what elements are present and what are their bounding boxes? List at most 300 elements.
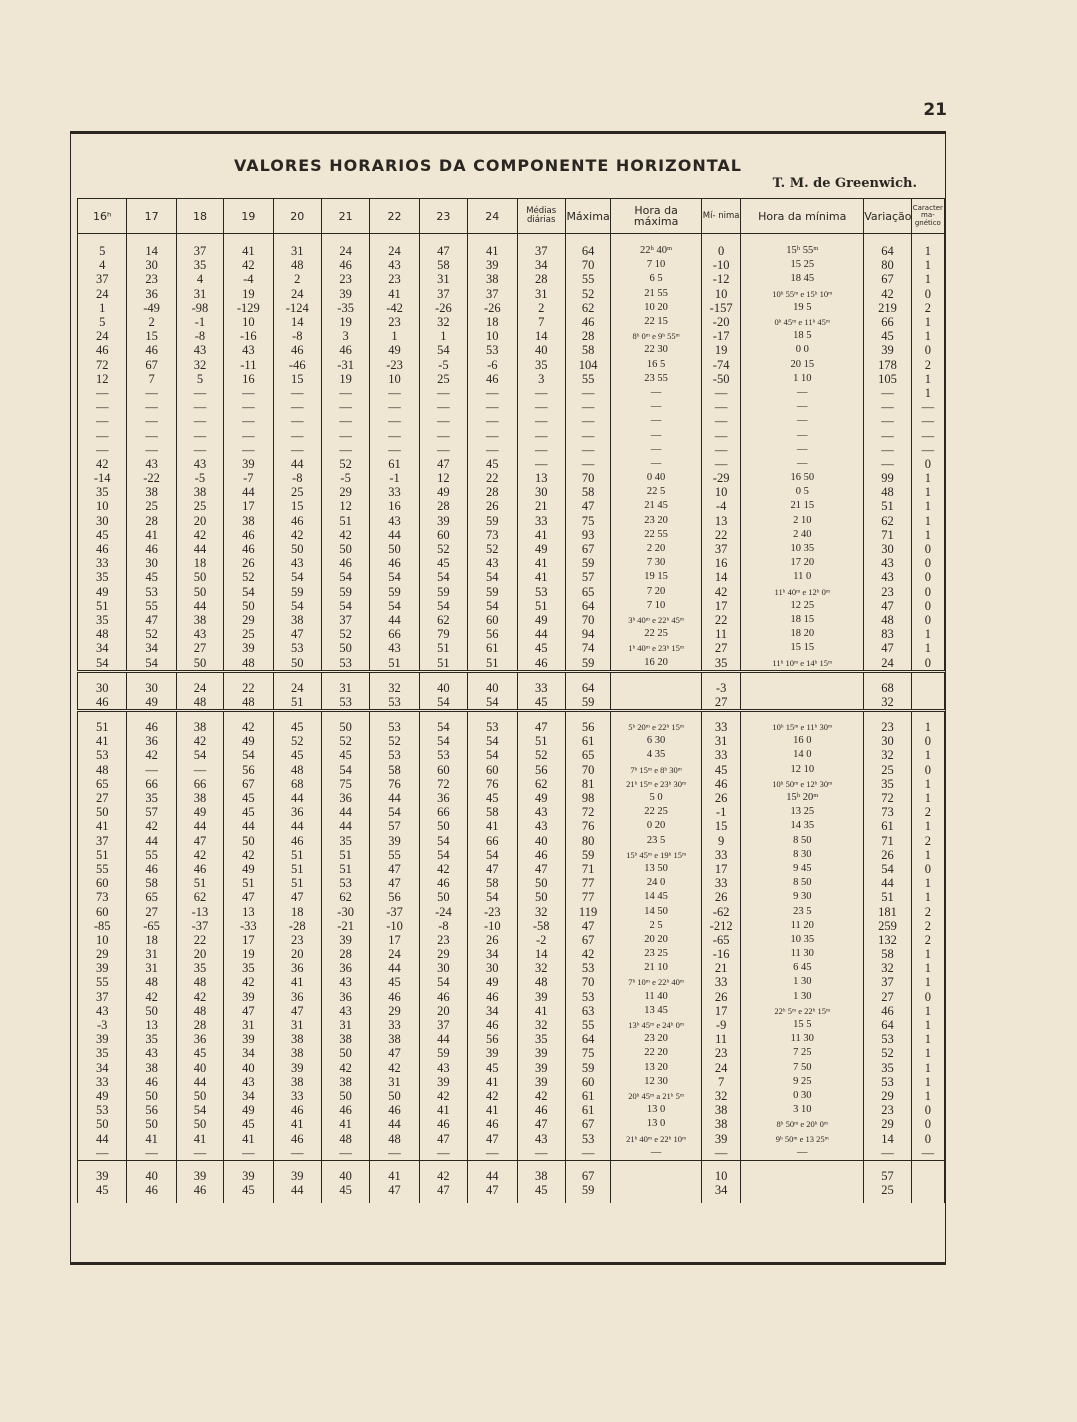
table-row	[78, 329, 945, 343]
table-cell: 18	[273, 904, 321, 918]
table-cell: 73	[468, 528, 517, 542]
table-cell: 54	[468, 570, 517, 584]
table-cell: 2	[517, 301, 565, 315]
table-cell: 41	[224, 1131, 273, 1145]
table-cell: —	[78, 386, 127, 400]
summary-row	[78, 1183, 945, 1197]
table-cell: 59	[565, 848, 610, 862]
table-cell: 39	[701, 1131, 740, 1145]
table-cell: 28	[321, 947, 369, 961]
table-cell: 55	[370, 848, 419, 862]
table-cell: 67	[565, 933, 610, 947]
table-cell: 15ʰ 45ᵐ e 19ʰ 15ᵐ	[611, 848, 702, 862]
table-cell: —	[127, 386, 176, 400]
table-cell: 22	[468, 471, 517, 485]
table-cell: —	[611, 386, 702, 400]
table-cell: 15 15	[741, 641, 864, 655]
table-cell: 54	[419, 599, 467, 613]
table-cell: 18 20	[741, 627, 864, 641]
table-cell: 83	[864, 627, 911, 641]
table-cell: 47	[176, 834, 223, 848]
table-cell: 34	[78, 1061, 127, 1075]
table-cell: 0	[911, 457, 944, 471]
table-cell: 40	[224, 1061, 273, 1075]
table-cell: 41	[273, 1117, 321, 1131]
table-cell: 56	[468, 1032, 517, 1046]
table-cell: 56	[224, 763, 273, 777]
table-cell	[611, 1169, 702, 1183]
table-cell: -1	[370, 471, 419, 485]
table-cell: 28	[468, 485, 517, 499]
table-cell: 37	[468, 287, 517, 301]
table-cell: 7 20	[611, 585, 702, 599]
table-cell: -37	[370, 904, 419, 918]
table-cell: 39	[517, 1061, 565, 1075]
table-cell: 61	[565, 1103, 610, 1117]
table-cell: 20 20	[611, 933, 702, 947]
table-cell: 66	[419, 805, 467, 819]
column-header: Máxima	[565, 199, 610, 234]
table-cell: —	[273, 443, 321, 457]
table-cell: 71	[565, 862, 610, 876]
table-cell: 42	[176, 528, 223, 542]
table-row	[78, 258, 945, 272]
table-cell: -13	[176, 904, 223, 918]
table-cell: 14	[127, 244, 176, 258]
table-cell: 41	[370, 1169, 419, 1183]
table-cell: 0ʰ 45ᵐ e 11ʰ 45ᵐ	[741, 315, 864, 329]
table-cell: 46	[273, 1131, 321, 1145]
table-cell: 9 45	[741, 862, 864, 876]
table-cell: 5	[78, 244, 127, 258]
table-cell: —	[911, 414, 944, 428]
empty-cell	[224, 711, 273, 721]
empty-cell	[78, 1160, 127, 1169]
table-cell: 54	[321, 599, 369, 613]
table-cell: 39	[864, 343, 911, 357]
table-cell: 42	[419, 862, 467, 876]
title-block	[71, 134, 945, 198]
table-cell: 31	[321, 1018, 369, 1032]
table-cell: 66	[864, 315, 911, 329]
table-cell: 61	[565, 1089, 610, 1103]
table-cell: -26	[419, 301, 467, 315]
table-cell: 34	[468, 1004, 517, 1018]
empty-cell	[565, 711, 610, 721]
table-cell	[611, 681, 702, 695]
table-cell: 53	[370, 695, 419, 711]
hourly-values-table	[77, 198, 945, 1203]
table-cell: 44	[864, 876, 911, 890]
empty-cell	[911, 671, 944, 681]
table-cell: 44	[224, 485, 273, 499]
table-cell: 10 35	[741, 933, 864, 947]
table-cell: 0	[911, 570, 944, 584]
table-cell: -212	[701, 919, 740, 933]
table-cell: 1 10	[741, 372, 864, 386]
table-cell	[911, 1183, 944, 1197]
table-cell: 31	[419, 272, 467, 286]
table-cell: 39	[419, 1075, 467, 1089]
table-cell: 81	[565, 777, 610, 791]
table-cell: 55	[565, 372, 610, 386]
table-cell: 10	[224, 315, 273, 329]
table-cell: 42	[864, 287, 911, 301]
table-row	[78, 613, 945, 627]
table-cell: 60	[468, 613, 517, 627]
table-cell: 7 25	[741, 1046, 864, 1060]
table-cell: 30	[127, 556, 176, 570]
table-cell: 35	[78, 613, 127, 627]
table-cell: 15	[701, 819, 740, 833]
table-cell: —	[321, 428, 369, 442]
empty-cell	[741, 711, 864, 721]
table-cell: 94	[565, 627, 610, 641]
table-cell: 1	[911, 876, 944, 890]
table-cell: 45	[176, 1046, 223, 1060]
table-cell: 42	[701, 585, 740, 599]
table-cell: 51	[517, 734, 565, 748]
table-cell: 46	[468, 990, 517, 1004]
table-cell: 47	[864, 641, 911, 655]
table-cell: 58	[127, 876, 176, 890]
table-cell: 24	[273, 681, 321, 695]
table-cell: —	[224, 443, 273, 457]
table-cell: 50	[176, 585, 223, 599]
table-cell: 48	[864, 485, 911, 499]
table-cell: 12 10	[741, 763, 864, 777]
table-cell: 52	[419, 542, 467, 556]
table-cell: 1	[911, 386, 944, 400]
table-cell: —	[864, 457, 911, 471]
table-cell: 59	[273, 585, 321, 599]
table-cell: 46	[517, 848, 565, 862]
table-cell: 64	[864, 244, 911, 258]
table-cell: -6	[468, 358, 517, 372]
table-cell: 181	[864, 904, 911, 918]
table-cell: 1	[911, 641, 944, 655]
table-cell: 11 40	[611, 990, 702, 1004]
table-cell: 10 20	[611, 301, 702, 315]
table-cell: 26	[701, 890, 740, 904]
table-cell: 43	[370, 641, 419, 655]
empty-cell	[370, 1197, 419, 1203]
table-cell: —	[176, 414, 223, 428]
table-cell: 33	[273, 1089, 321, 1103]
table-cell: 39	[224, 1032, 273, 1046]
table-cell: —	[864, 414, 911, 428]
table-cell: 31	[127, 961, 176, 975]
empty-cell	[273, 711, 321, 721]
table-cell: 66	[370, 627, 419, 641]
table-cell: 46	[565, 315, 610, 329]
table-cell: 10ʰ 15ᵐ e 11ʰ 30ᵐ	[741, 720, 864, 734]
table-cell: 105	[864, 372, 911, 386]
table-cell: 21 10	[611, 961, 702, 975]
table-cell: —	[127, 443, 176, 457]
table-cell: 10	[701, 1169, 740, 1183]
table-cell: —	[468, 1146, 517, 1161]
table-cell: 59	[565, 1061, 610, 1075]
table-cell: 55	[565, 1018, 610, 1032]
table-cell: 42	[419, 1089, 467, 1103]
table-cell: 10ʰ 50ᵐ e 12ʰ 30ᵐ	[741, 777, 864, 791]
table-cell: 46	[419, 876, 467, 890]
table-cell: 13 0	[611, 1103, 702, 1117]
table-cell: 1 30	[741, 990, 864, 1004]
table-cell: 28	[127, 514, 176, 528]
table-cell: —	[176, 400, 223, 414]
empty-cell	[321, 1160, 369, 1169]
table-cell: 62	[517, 777, 565, 791]
table-cell: —	[273, 400, 321, 414]
empty-cell	[321, 711, 369, 721]
separator-row	[78, 1160, 945, 1169]
table-cell: -129	[224, 301, 273, 315]
table-cell	[611, 1183, 702, 1197]
table-cell: —	[701, 428, 740, 442]
table-cell: 38	[370, 1032, 419, 1046]
table-cell: 25	[127, 499, 176, 513]
table-cell: 51	[78, 720, 127, 734]
table-cell: -11	[224, 358, 273, 372]
table-cell: 44	[273, 791, 321, 805]
table-cell: 98	[565, 791, 610, 805]
table-cell: —	[176, 763, 223, 777]
table-cell: 20	[419, 1004, 467, 1018]
table-cell: 46	[321, 556, 369, 570]
table-cell: —	[468, 414, 517, 428]
table-cell: 51	[273, 695, 321, 711]
table-cell: -12	[701, 272, 740, 286]
table-cell: 0	[911, 862, 944, 876]
table-row	[78, 1146, 945, 1161]
table-cell: 43	[127, 1046, 176, 1060]
table-cell: —	[468, 428, 517, 442]
table-cell: 0 0	[741, 343, 864, 357]
table-cell: 59	[419, 585, 467, 599]
table-cell: 24	[78, 287, 127, 301]
table-cell: 30	[78, 681, 127, 695]
table-cell: 49	[127, 695, 176, 711]
empty-cell	[224, 234, 273, 245]
table-cell: 1ʰ 40ᵐ e 23ʰ 15ᵐ	[611, 641, 702, 655]
table-cell: 31	[273, 244, 321, 258]
table-cell: 1	[911, 1061, 944, 1075]
table-row	[78, 528, 945, 542]
table-cell: 1	[911, 1046, 944, 1060]
table-cell: 31	[701, 734, 740, 748]
table-cell: 0	[911, 556, 944, 570]
table-row	[78, 1061, 945, 1075]
table-cell: 22 20	[611, 1046, 702, 1060]
table-cell: 42	[517, 1089, 565, 1103]
table-cell: 31	[127, 947, 176, 961]
table-cell: 32	[176, 358, 223, 372]
table-cell: -26	[468, 301, 517, 315]
table-cell: -5	[176, 471, 223, 485]
table-cell: 26	[864, 848, 911, 862]
table-cell: 39	[321, 287, 369, 301]
table-cell: 43	[370, 258, 419, 272]
table-cell: 14 50	[611, 904, 702, 918]
table-cell: 36	[273, 961, 321, 975]
table-cell: 11 30	[741, 1032, 864, 1046]
table-cell: 66	[176, 777, 223, 791]
table-cell: 47	[273, 890, 321, 904]
table-cell: —	[565, 414, 610, 428]
table-cell: 67	[864, 272, 911, 286]
table-row	[78, 514, 945, 528]
table-cell: 46	[273, 514, 321, 528]
table-cell: 58	[565, 485, 610, 499]
table-cell: 7ʰ 15ᵐ e 8ʰ 30ᵐ	[611, 763, 702, 777]
table-cell: 10	[78, 499, 127, 513]
table-cell: 50	[321, 542, 369, 556]
table-cell: 104	[565, 358, 610, 372]
table-cell: 42	[224, 258, 273, 272]
table-cell: 45	[701, 763, 740, 777]
table-cell: —	[224, 400, 273, 414]
table-cell: 1	[911, 627, 944, 641]
table-cell: 77	[565, 890, 610, 904]
table-cell: 42	[224, 720, 273, 734]
table-cell: 43	[517, 819, 565, 833]
table-row	[78, 933, 945, 947]
table-cell: 46	[127, 343, 176, 357]
table-cell: 46	[127, 720, 176, 734]
empty-cell	[370, 671, 419, 681]
page-title: VALORES HORARIOS DA COMPONENTE HORIZONTAL	[234, 156, 742, 175]
table-cell: 42	[224, 975, 273, 989]
table-cell: 99	[864, 471, 911, 485]
table-cell: 35	[864, 777, 911, 791]
table-cell: 44	[224, 819, 273, 833]
table-cell: 26	[701, 791, 740, 805]
table-cell: —	[517, 1146, 565, 1161]
column-header: 17	[127, 199, 176, 234]
table-row	[78, 358, 945, 372]
table-cell: 3	[517, 372, 565, 386]
table-cell: 1	[419, 329, 467, 343]
table-cell: 22ʰ 40ᵐ	[611, 244, 702, 258]
table-cell: 20 15	[741, 358, 864, 372]
empty-cell	[273, 671, 321, 681]
table-cell: —	[419, 414, 467, 428]
table-cell: 44	[370, 961, 419, 975]
table-cell: 50	[127, 1004, 176, 1018]
table-cell: 38	[176, 791, 223, 805]
table-cell: 2	[911, 933, 944, 947]
table-cell: 35	[517, 358, 565, 372]
table-cell: —	[911, 428, 944, 442]
table-cell: -5	[321, 471, 369, 485]
table-cell: -157	[701, 301, 740, 315]
table-cell: 17 20	[741, 556, 864, 570]
table-cell: 44	[370, 1117, 419, 1131]
table-cell: 11	[701, 1032, 740, 1046]
empty-cell	[611, 1197, 702, 1203]
table-cell: 19 15	[611, 570, 702, 584]
table-cell: 10	[370, 372, 419, 386]
table-cell: 53	[864, 1075, 911, 1089]
table-cell: 37	[517, 244, 565, 258]
table-cell: 3 10	[741, 1103, 864, 1117]
empty-cell	[78, 1197, 127, 1203]
table-row	[78, 400, 945, 414]
table-cell: 0	[911, 613, 944, 627]
table-cell: -16	[224, 329, 273, 343]
table-row	[78, 499, 945, 513]
table-cell: 29	[224, 613, 273, 627]
table-cell: 33	[370, 1018, 419, 1032]
table-cell: 54	[468, 599, 517, 613]
table-cell: 50	[370, 542, 419, 556]
table-cell: 54	[419, 343, 467, 357]
table-cell: —	[565, 400, 610, 414]
table-cell: —	[370, 414, 419, 428]
table-cell: 44	[176, 1075, 223, 1089]
table-cell: 33	[78, 556, 127, 570]
table-cell: 67	[565, 1117, 610, 1131]
table-cell: 18 5	[741, 329, 864, 343]
table-cell: 54	[273, 570, 321, 584]
table-cell: 9ʰ 50ᵐ e 13 25ᵐ	[741, 1131, 864, 1145]
table-cell: 0	[911, 542, 944, 556]
table-cell: 1	[911, 848, 944, 862]
table-cell: 15 25	[741, 258, 864, 272]
empty-cell	[701, 1160, 740, 1169]
column-header: Médias diárias	[517, 199, 565, 234]
table-cell: 62	[321, 890, 369, 904]
table-cell: -8	[273, 329, 321, 343]
table-cell: 64	[565, 1032, 610, 1046]
table-cell: 61	[864, 819, 911, 833]
table-cell: 13 25	[741, 805, 864, 819]
table-cell: 48	[176, 1004, 223, 1018]
table-cell: 60	[468, 763, 517, 777]
table-cell: 41	[468, 1103, 517, 1117]
table-cell: 1	[911, 372, 944, 386]
table-cell: 72	[864, 791, 911, 805]
table-cell: -4	[224, 272, 273, 286]
table-cell: 57	[127, 805, 176, 819]
table-cell: 39	[224, 457, 273, 471]
empty-cell	[176, 234, 223, 245]
table-cell: 34	[468, 947, 517, 961]
table-cell: 10	[701, 287, 740, 301]
table-cell: 40	[321, 1169, 369, 1183]
table-cell: 33	[78, 1075, 127, 1089]
table-cell: —	[517, 386, 565, 400]
table-cell: 13 45	[611, 1004, 702, 1018]
table-cell: 2 20	[611, 542, 702, 556]
table-cell: —	[611, 414, 702, 428]
table-cell: 53	[321, 695, 369, 711]
table-cell: 51	[273, 848, 321, 862]
table-cell: 17	[701, 599, 740, 613]
table-cell: -49	[127, 301, 176, 315]
separator-row	[78, 711, 945, 721]
table-cell: 47	[864, 599, 911, 613]
table-cell: 45	[273, 720, 321, 734]
table-cell: 24	[370, 947, 419, 961]
table-cell: 47	[468, 1131, 517, 1145]
table-cell: 3ʰ 40ᵐ e 22ʰ 45ᵐ	[611, 613, 702, 627]
table-cell: -31	[321, 358, 369, 372]
table-cell: 23	[864, 585, 911, 599]
table-cell: 47	[370, 1046, 419, 1060]
